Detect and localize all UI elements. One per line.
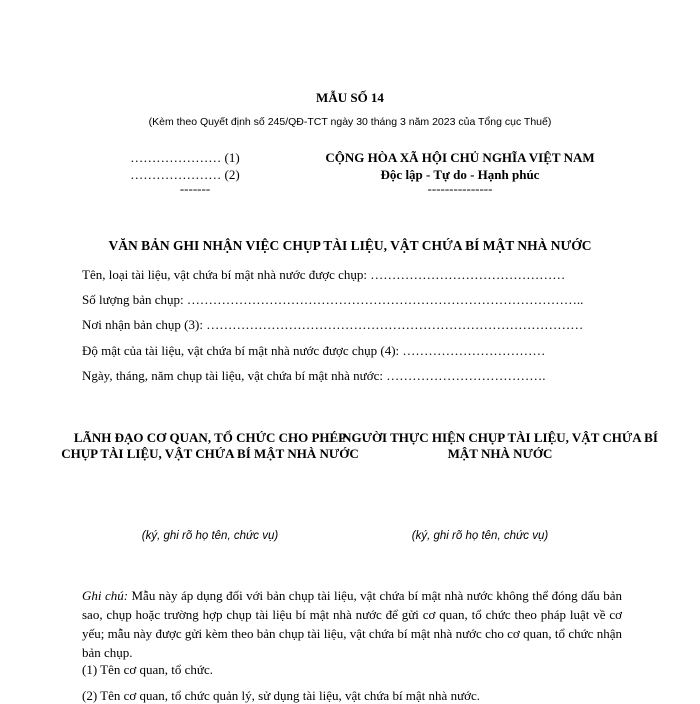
field-secrecy-level: Độ mật của tài liệu, vật chứa bí mật nhà nước được chụp (4): …………………………… <box>82 343 546 358</box>
form-subtitle: (Kèm theo Quyết định số 245/QĐ-TCT ngày 30 tháng 3 năm 2023 của Tổng cục Thuế) <box>148 116 552 128</box>
footnote-1: (1) Tên cơ quan, tổ chức. <box>82 662 213 677</box>
note-paragraph <box>82 586 622 662</box>
field-document-name: Tên, loại tài liệu, vật chứa bí mật nhà nước được chụp: ……………………………………… <box>82 267 566 282</box>
field-recipient: Nơi nhận bản chụp (3): …………………………………………………………………………… <box>82 317 584 332</box>
agency-dashes: ------- <box>179 181 211 196</box>
note-label: Ghi chú: <box>82 588 129 603</box>
signature-right-title: NGƯỜI THỰC HIỆN CHỤP TÀI LIỆU, VẬT CHỨA BÍ MẬT NHÀ NƯỚC <box>342 430 658 461</box>
document-title: VĂN BẢN GHI NHẬN VIỆC CHỤP TÀI LIỆU, VẬT CHỨA BÍ MẬT NHÀ NƯỚC <box>108 238 592 253</box>
national-motto: Độc lập - Tự do - Hạnh phúc <box>380 167 540 182</box>
field-copy-count: Số lượng bản chụp: ……………………………………………………………………………….. <box>82 292 584 307</box>
nation-name: CỘNG HÒA XÃ HỘI CHỦ NGHĨA VIỆT NAM <box>325 150 595 165</box>
field-copy-date: Ngày, tháng, năm chụp tài liệu, vật chứa bí mật nhà nước: ………………………………. <box>82 368 546 383</box>
signature-left-note: (ký, ghi rõ họ tên, chức vụ) <box>141 530 279 542</box>
signature-left-title: LÃNH ĐẠO CƠ QUAN, TỔ CHỨC CHO PHÉP CHỤP TÀI LIỆU, VẬT CHỨA BÍ MẬT NHÀ NƯỚC <box>61 430 359 461</box>
signature-right-note: (ký, ghi rõ họ tên, chức vụ) <box>411 530 549 542</box>
agency-line-1: ………………… (1) <box>130 150 240 165</box>
footnote-2: (2) Tên cơ quan, tổ chức quản lý, sử dụng tài liệu, vật chứa bí mật nhà nước. <box>82 688 481 703</box>
form-number: MẪU SỐ 14 <box>316 90 384 105</box>
agency-line-2: ………………… (2) <box>130 167 240 182</box>
note-text: Mẫu này áp dụng đối với bản chụp tài liệu, vật chứa bí mật nhà nước không thể đóng dấu bản sao, chụp hoặc trường hợp chụp tài liệu bí mật nhà nước để gửi cơ quan, tổ chức theo pháp luật về cơ yếu; mẫu này được gửi kèm theo bản chụp tài liệu, vật chứa bí mật nhà nước cho cơ quan, tổ chức nhận bản chụp. <box>82 588 622 660</box>
motto-dashes: --------------- <box>427 181 493 196</box>
